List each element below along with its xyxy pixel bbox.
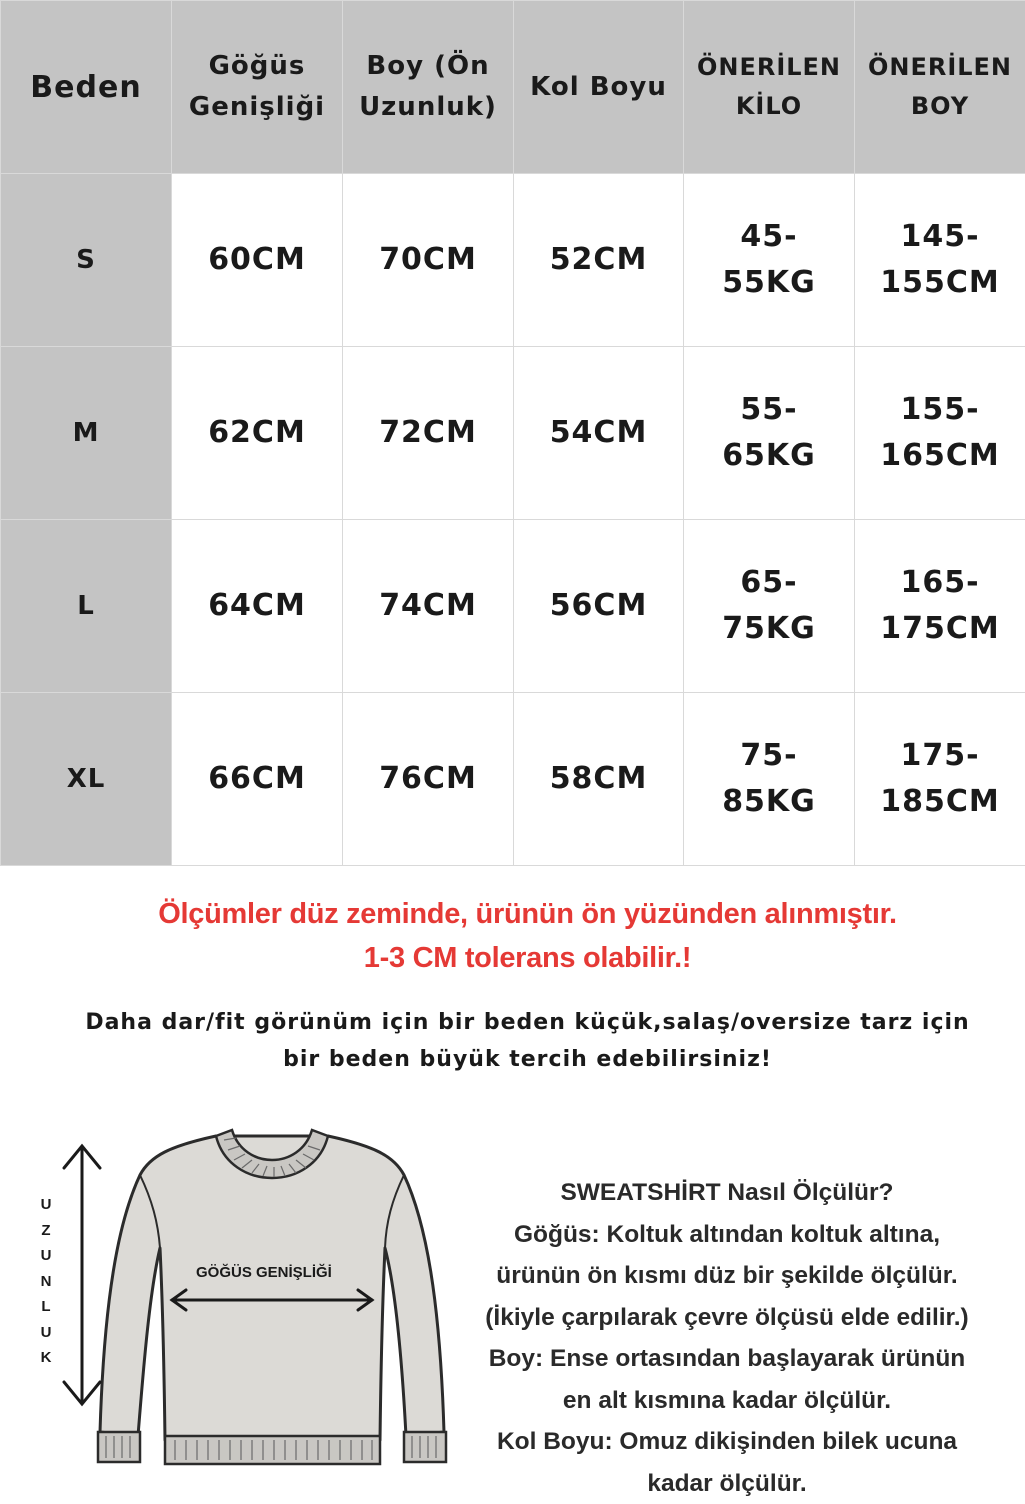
- weight-cell: 45- 55KG: [684, 174, 855, 347]
- sleeve-cell: 54CM: [514, 347, 684, 520]
- sleeve-cell: 52CM: [514, 174, 684, 347]
- chest-cell: 60CM: [172, 174, 343, 347]
- header-boy-on-uzunluk: Boy (Ön Uzunluk): [343, 1, 514, 174]
- header-beden: Beden: [1, 1, 172, 174]
- size-chart-header: [1, 1, 1025, 174]
- instructions-title: SWEATSHİRT Nasıl Ölçülür?: [432, 1172, 1022, 1214]
- notice-line: 1-3 CM tolerans olabilir.!: [0, 936, 1025, 980]
- fit-advice: [0, 1004, 1025, 1078]
- notice-line: Ölçümler düz zeminde, ürünün ön yüzünden alınmıştır.: [0, 892, 1025, 936]
- weight-cell: 75- 85KG: [684, 693, 855, 866]
- instruction-line: Kol Boyu: Omuz dikişinden bilek ucuna: [432, 1421, 1022, 1463]
- table-row: [1, 347, 1025, 520]
- height-cell: 165- 175CM: [855, 520, 1025, 693]
- height-cell: 145- 155CM: [855, 174, 1025, 347]
- sleeve-cell: 56CM: [514, 520, 684, 693]
- table-row: [1, 693, 1025, 866]
- advice-line: bir beden büyük tercih edebilirsiniz!: [0, 1041, 1025, 1078]
- size-cell: M: [1, 347, 172, 520]
- instruction-line: Boy: Ense ortasından başlayarak ürünün: [432, 1338, 1022, 1380]
- sleeve-cell: 58CM: [514, 693, 684, 866]
- chest-width-label: GÖĞÜS GENİŞLİĞİ: [196, 1264, 366, 1281]
- length-cell: 70CM: [343, 174, 514, 347]
- instruction-line: kadar ölçülür.: [432, 1463, 1022, 1504]
- height-cell: 155- 165CM: [855, 347, 1025, 520]
- weight-cell: 55- 65KG: [684, 347, 855, 520]
- size-cell: S: [1, 174, 172, 347]
- header-gogus-genisligi: Göğüs Genişliği: [172, 1, 343, 174]
- length-cell: 76CM: [343, 693, 514, 866]
- length-cell: 72CM: [343, 347, 514, 520]
- header-onerilen-boy: ÖNERİLEN BOY: [855, 1, 1025, 174]
- chest-cell: 62CM: [172, 347, 343, 520]
- header-onerilen-kilo: ÖNERİLEN KİLO: [684, 1, 855, 174]
- size-cell: XL: [1, 693, 172, 866]
- advice-line: Daha dar/fit görünüm için bir beden küçük,salaş/oversize tarz için: [0, 1004, 1025, 1041]
- weight-cell: 65- 75KG: [684, 520, 855, 693]
- sweatshirt-shape: [100, 1136, 444, 1440]
- length-cell: 74CM: [343, 520, 514, 693]
- table-row: [1, 174, 1025, 347]
- instruction-line: Göğüs: Koltuk altından koltuk altına,: [432, 1214, 1022, 1256]
- instruction-line: en alt kısmına kadar ölçülür.: [432, 1380, 1022, 1422]
- instruction-line: ürünün ön kısmı düz bir şekilde ölçülür.: [432, 1255, 1022, 1297]
- chest-cell: 66CM: [172, 693, 343, 866]
- height-cell: 175- 185CM: [855, 693, 1025, 866]
- sweatshirt-illustration: [0, 1120, 470, 1500]
- header-kol-boyu: Kol Boyu: [514, 1, 684, 174]
- measurement-instructions: [432, 1172, 1022, 1504]
- left-cuff: [98, 1432, 140, 1462]
- length-arrow: [64, 1146, 100, 1404]
- measurement-notice: [0, 892, 1025, 980]
- size-cell: L: [1, 520, 172, 693]
- table-row: [1, 520, 1025, 693]
- chest-cell: 64CM: [172, 520, 343, 693]
- length-label-vertical: U Z U N L U K: [34, 1192, 58, 1371]
- instruction-line: (İkiyle çarpılarak çevre ölçüsü elde edilir.): [432, 1297, 1022, 1339]
